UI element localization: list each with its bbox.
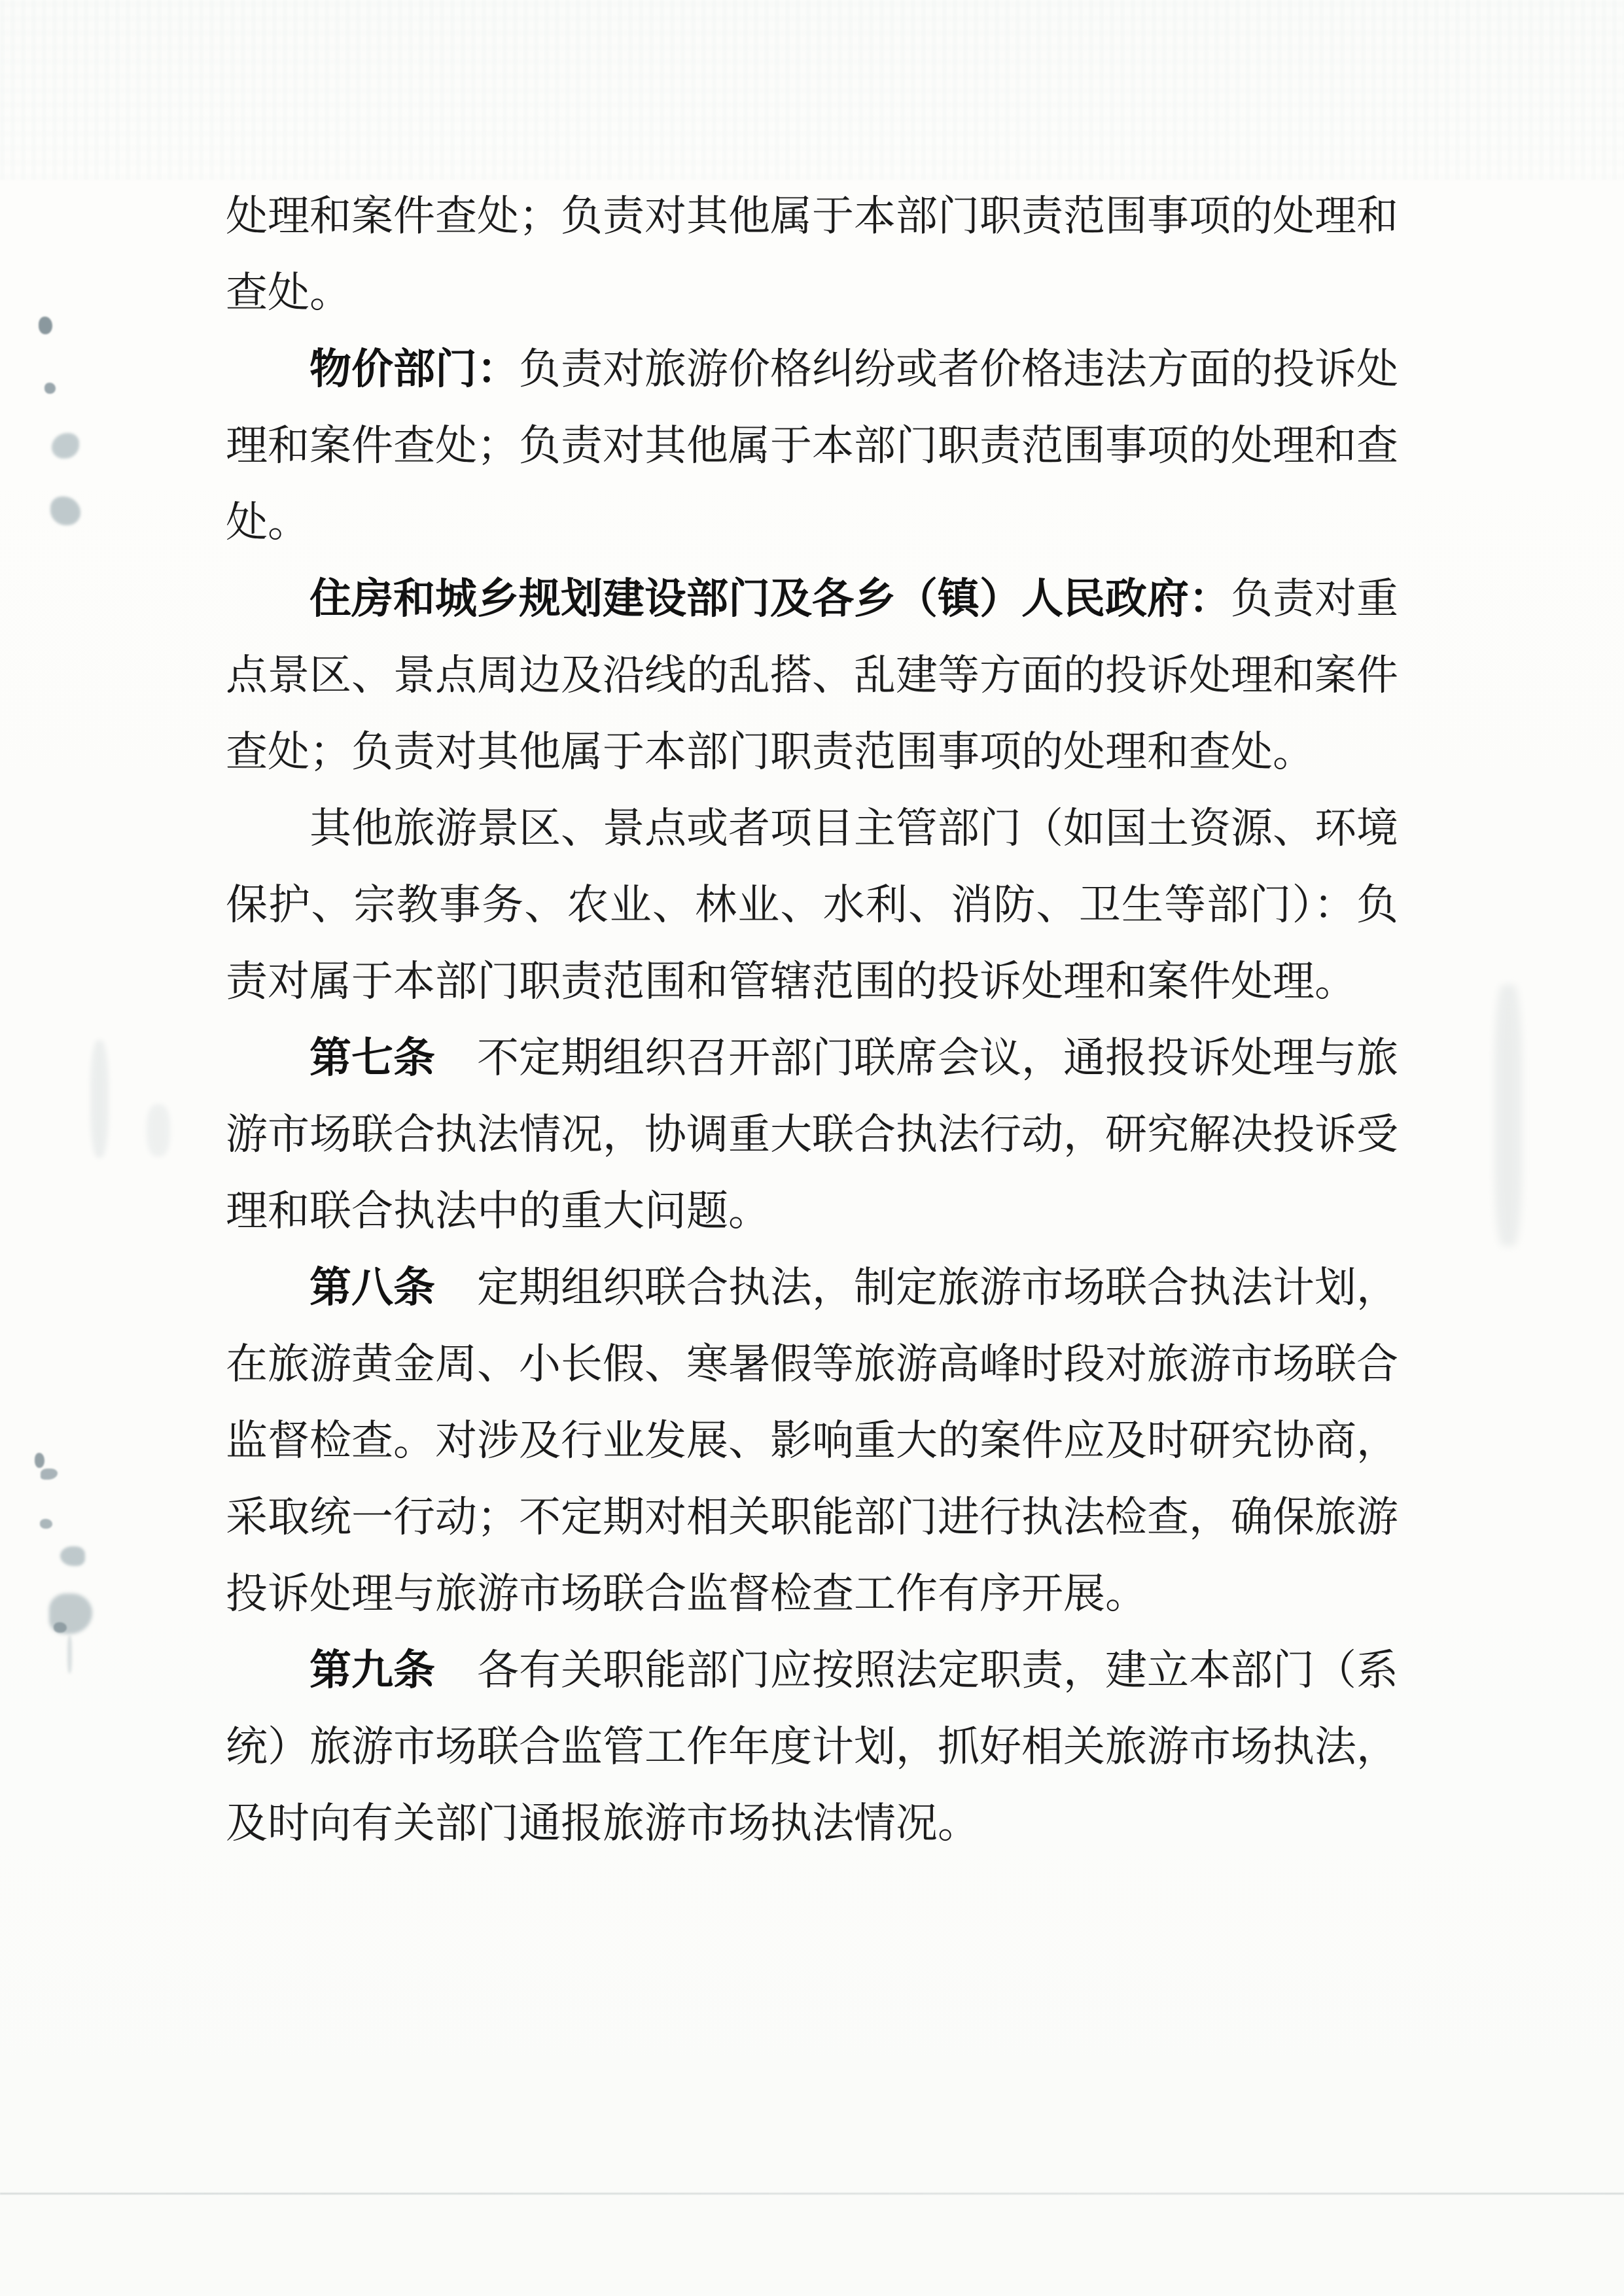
emphasis-run: 第七条 xyxy=(309,1035,435,1081)
emphasis-run: 住房和城乡规划建设部门及各乡（镇）人民政府： xyxy=(309,576,1231,622)
paragraph-price-department xyxy=(226,331,1398,561)
paragraph-article-7 xyxy=(226,1020,1398,1249)
paragraph-continuation xyxy=(226,178,1398,331)
scan-speckle xyxy=(147,1104,170,1157)
scan-paper-edge xyxy=(0,2193,1624,2195)
ink-smudge xyxy=(39,317,52,334)
text-run: 负责对重点景区、景点周边及沿线的乱搭、乱建等方面的投诉处理和案件查处；负责对其他属于本部门职责范围事项的处理和查处。 xyxy=(226,576,1398,775)
emphasis-run: 物价部门： xyxy=(309,346,519,392)
text-run: 负责对旅游价格纠纷或者价格违法方面的投诉处理和案件查处；负责对其他属于本部门职责范围事项的处理和查处。 xyxy=(226,346,1398,546)
text-run: 处理和案件查处；负责对其他属于本部门职责范围事项的处理和查处。 xyxy=(226,193,1398,316)
paragraph-article-8 xyxy=(226,1249,1398,1632)
ink-smudge xyxy=(49,1593,92,1634)
ink-smudge xyxy=(44,383,56,394)
paragraph-article-9 xyxy=(226,1632,1398,1862)
ink-smudge xyxy=(40,1519,52,1529)
emphasis-run: 第九条 xyxy=(309,1647,435,1694)
emphasis-run: 第八条 xyxy=(309,1264,435,1311)
ink-smudge xyxy=(54,1622,67,1633)
text-run: 其他旅游景区、景点或者项目主管部门（如国土资源、环境保护、宗教事务、农业、林业、水利、消防、卫生等部门）：负责对属于本部门职责范围和管辖范围的投诉处理和案件处理。 xyxy=(226,805,1398,1005)
ink-smudge xyxy=(35,1453,44,1468)
text-run: 不定期组织召开部门联席会议，通报投诉处理与旅游市场联合执法情况，协调重大联合执法行动，研究解决投诉受理和联合执法中的重大问题。 xyxy=(226,1035,1398,1234)
scan-speckle xyxy=(90,1040,109,1158)
text-run: 各有关职能部门应按照法定职责，建立本部门（系统）旅游市场联合监管工作年度计划，抓好相关旅游市场执法，及时向有关部门通报旅游市场执法情况。 xyxy=(226,1647,1398,1847)
scan-speckle xyxy=(1494,984,1522,1246)
text-run: 定期组织联合执法，制定旅游市场联合执法计划，在旅游黄金周、小长假、寒暑假等旅游高峰时段对旅游市场联合监督检查。对涉及行业发展、影响重大的案件应及时研究协商，采取统一行动；不定期对相关职能部门进行执法检查，确保旅游投诉处理与旅游市场联合监督检查工作有序开展。 xyxy=(226,1264,1398,1617)
paragraph-other-departments xyxy=(226,790,1398,1020)
ink-smudge xyxy=(60,1546,85,1566)
ink-smudge xyxy=(52,433,79,459)
ink-smudge xyxy=(41,1469,58,1480)
paragraph-housing-department xyxy=(226,561,1398,790)
document-body xyxy=(226,178,1398,1862)
page-bleed-through-texture xyxy=(0,0,1624,180)
ink-smudge xyxy=(50,496,80,525)
ink-smudge xyxy=(67,1635,72,1673)
